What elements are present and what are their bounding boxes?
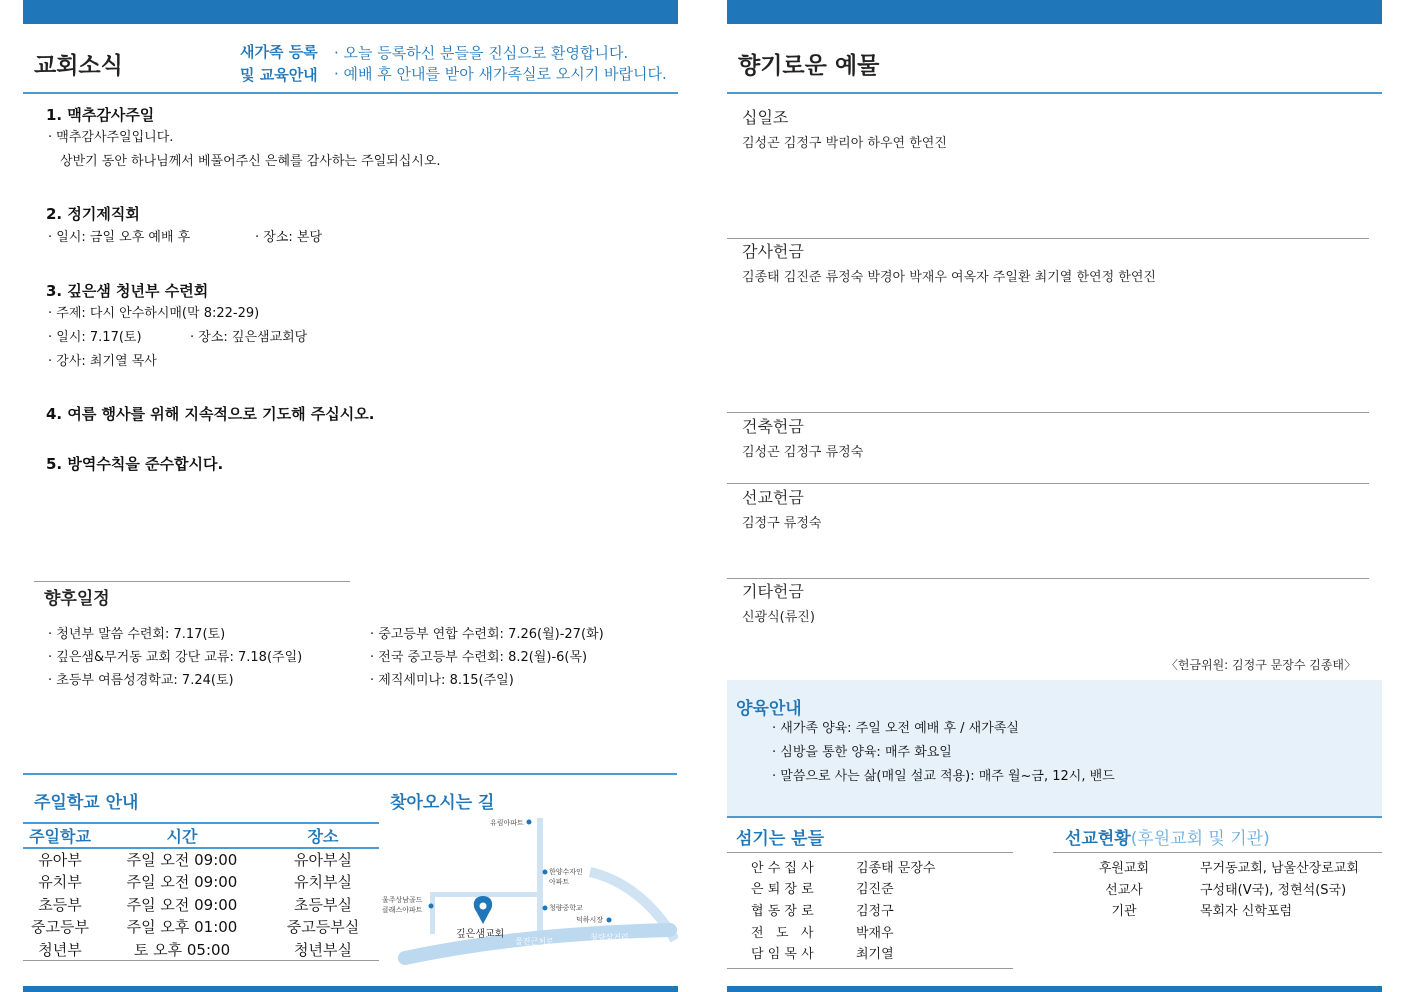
news-line: · 일시: 7.17(토): [48, 330, 142, 345]
servers-bottom-rule: [727, 968, 1013, 969]
apt-marker: [527, 820, 532, 825]
offering-names: 김정구 류정숙: [742, 516, 822, 531]
offering-names: 신광식(류진): [742, 610, 815, 625]
servers-top-rule: [727, 816, 1382, 818]
sunday-school-title: 주일학교 안내: [34, 793, 139, 813]
cell: 유아부실: [294, 851, 352, 870]
map-label-church: 깊은샘교회: [456, 929, 505, 940]
side-road: [430, 892, 435, 934]
offering-label: 건축헌금: [742, 417, 804, 436]
mission-key: 기관: [1111, 904, 1137, 919]
server-role: 협 동 장 로: [751, 904, 814, 919]
schedule-item: · 전국 중고등부 수련회: 8.2(월)-6(목): [370, 650, 588, 665]
map-label-apt3a: 울주상남골드: [382, 896, 423, 904]
mission-rule: [1053, 852, 1382, 853]
cell: 유치부실: [294, 873, 352, 892]
cell: 토 오후 05:00: [133, 940, 231, 959]
col-header-place: 장소: [307, 827, 339, 846]
server-name: 김종태 문장수: [856, 861, 936, 876]
cell: 초등부: [38, 895, 82, 914]
offering-divider: [727, 578, 1369, 579]
bottom-bar-right: [727, 986, 1382, 992]
mission-value: 무거동교회, 남울산장로교회: [1200, 861, 1359, 876]
nurture-line: · 심방을 통한 양육: 매주 화요일: [772, 745, 952, 760]
vertical-road: [537, 818, 543, 938]
table-row: [23, 848, 379, 871]
cell: 주일 오전 09:00: [126, 851, 238, 870]
server-name: 김진준: [856, 882, 894, 897]
cell: 초등부실: [294, 895, 352, 914]
offering-names: 김종태 김진준 류정숙 박경아 박재우 여옥자 주일환 최기열 한연정 한연진: [742, 270, 1156, 285]
schedule-item: · 중고등부 연합 수련회: 7.26(월)-27(화): [370, 627, 604, 642]
news-line: · 주제: 다시 안수하시매(막 8:22-29): [48, 306, 260, 321]
nurture-line: · 말씀으로 사는 삶(매일 설교 적용): 매주 월~금, 12시, 밴드: [772, 769, 1115, 784]
directions-title: 찾아오시는 길: [390, 793, 495, 813]
table-row: [23, 916, 379, 939]
server-name: 최기열: [856, 947, 894, 962]
schedule-item: · 초등부 여름성경학교: 7.24(토): [48, 673, 234, 688]
map-label-road1: 울진근처로: [515, 937, 554, 946]
cell: 청년부: [38, 940, 82, 959]
market-marker: [607, 918, 612, 923]
apt-marker: [429, 904, 434, 909]
schedule-item: · 깊은샘&무거동 교회 강단 교류: 7.18(주일): [48, 650, 303, 665]
col-header-school: 주일학교: [29, 827, 91, 846]
map-label-apt3b: 클래스아파트: [382, 906, 423, 914]
table-row: [23, 893, 379, 916]
news-heading-1: 1. 맥추감사주일: [46, 106, 155, 124]
schedule-title: 향후일정: [44, 589, 110, 609]
sunday-school-table: [23, 822, 379, 961]
server-role: 은 퇴 장 로: [751, 882, 814, 897]
nurture-line: · 새가족 양육: 주일 오전 예배 후 / 새가족실: [772, 721, 1019, 736]
schedule-item: · 제직세미나: 8.15(주일): [370, 673, 514, 688]
news-line: · 강사: 최기열 목사: [48, 354, 157, 369]
news-line: 상반기 동안 하나님께서 베풀어주신 은혜를 감사하는 주일되십시오.: [60, 154, 441, 169]
offering-committee: 〈헌금위원: 김정구 문장수 김종태〉: [1165, 658, 1356, 672]
news-heading-3: 3. 깊은샘 청년부 수련회: [46, 282, 209, 300]
news-line: · 일시: 금일 오후 예배 후: [48, 230, 191, 245]
apt-marker: [543, 870, 548, 875]
top-bar-right: [727, 0, 1382, 24]
server-role: 전 도 사: [751, 926, 814, 941]
mission-title-sub: (후원교회 및 기관): [1130, 829, 1270, 849]
offerings-header-rule: [727, 92, 1382, 94]
cell: 유아부: [38, 851, 82, 870]
news-heading-2: 2. 정기제직회: [46, 205, 140, 223]
news-heading-5: 5. 방역수칙을 준수합시다.: [46, 455, 224, 473]
table-row: [23, 871, 379, 894]
offering-divider: [727, 412, 1369, 413]
top-bar-left: [23, 0, 678, 24]
map-label-apt2b: 아파트: [549, 878, 570, 886]
offering-names: 김성곤 김정구 류정숙: [742, 445, 864, 460]
school-top-rule: [23, 773, 677, 775]
cell: 청년부실: [294, 940, 352, 959]
cell: 주일 오후 01:00: [126, 918, 238, 937]
map-label-road2: 청량삼거리: [590, 933, 629, 942]
servers-rule: [727, 852, 1013, 853]
mission-value: 목회자 신학포럼: [1200, 904, 1293, 919]
welcome-heading-2: 및 교육안내: [240, 66, 318, 84]
offering-label: 십일조: [742, 108, 789, 127]
mission-title-main: 선교현황: [1065, 829, 1131, 849]
news-header-rule: [23, 92, 678, 94]
mission-key: 후원교회: [1098, 861, 1150, 876]
mission-value: 구성태(V국), 정현석(S국): [1200, 883, 1347, 898]
cell: 유치부: [38, 873, 82, 892]
server-role: 안 수 집 사: [751, 861, 814, 876]
schedule-item: · 청년부 말씀 수련회: 7.17(토): [48, 627, 226, 642]
news-line: · 맥추감사주일입니다.: [48, 130, 174, 145]
church-pin-icon: [474, 896, 492, 924]
offering-divider: [727, 483, 1369, 484]
welcome-heading-1: 새가족 등록: [240, 43, 318, 61]
mission-key: 선교사: [1105, 883, 1143, 898]
offering-divider: [727, 238, 1369, 239]
welcome-line-2: · 예배 후 안내를 받아 새가족실로 오시기 바랍니다.: [334, 65, 667, 83]
news-line: · 장소: 본당: [255, 230, 323, 245]
cell: 중고등부실: [286, 918, 360, 937]
map-label-school: 청량중학교: [549, 904, 583, 912]
servers-title: 섬기는 분들: [736, 829, 825, 849]
news-heading-4: 4. 여름 행사를 위해 지속적으로 기도해 주십시오.: [46, 405, 375, 423]
mission-title: [1065, 824, 1270, 849]
news-line: · 장소: 깊은샘교회당: [190, 330, 308, 345]
server-name: 김정구: [856, 904, 894, 919]
offerings-title: 향기로운 예물: [738, 53, 880, 79]
offering-label: 기타헌금: [742, 582, 804, 601]
cell: 주일 오전 09:00: [126, 895, 238, 914]
offering-label: 선교헌금: [742, 488, 804, 507]
school-marker: [543, 906, 548, 911]
map-label-apt2a: 한양수자인: [549, 868, 583, 876]
welcome-line-1: · 오늘 등록하신 분들을 진심으로 환영합니다.: [334, 44, 629, 62]
cell: 중고등부: [31, 918, 89, 937]
offering-label: 감사헌금: [742, 242, 804, 261]
church-news-title: 교회소식: [34, 53, 123, 79]
map-label-apt1: 유림아파트: [490, 819, 524, 827]
church-pin-dot: [480, 903, 487, 910]
directions-map: [380, 810, 678, 970]
cell: 주일 오전 09:00: [126, 873, 238, 892]
nurture-title: 양육안내: [736, 699, 802, 719]
schedule-rule: [34, 581, 350, 582]
table-row: [23, 938, 379, 961]
col-header-time: 시간: [166, 827, 198, 846]
map-label-market: 덕하시장: [576, 916, 604, 924]
offering-names: 김성곤 김정구 박리아 하우연 한연진: [742, 136, 947, 151]
server-name: 박재우: [856, 926, 894, 941]
server-role: 담 임 목 사: [751, 947, 814, 962]
bottom-bar-left: [23, 986, 678, 992]
